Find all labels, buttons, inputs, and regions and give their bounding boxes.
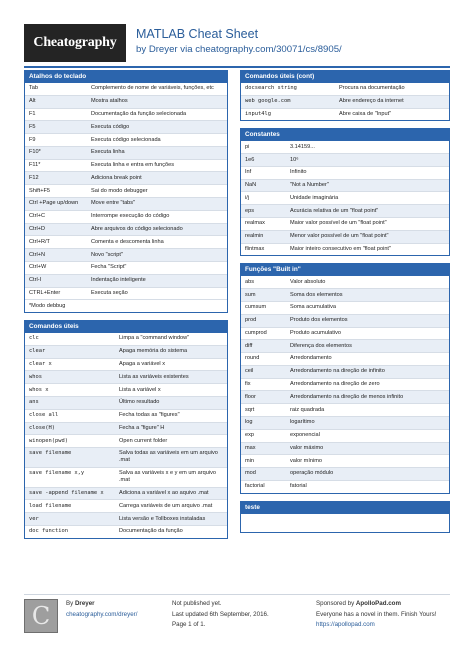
table-row [25, 512, 227, 525]
sheet-url-link[interactable]: cheatography.com/30071/cs/8905/ [195, 44, 342, 55]
section-title: Funções "Built in" [241, 264, 449, 276]
row-description: valor mínimo [290, 457, 323, 464]
table-row [241, 108, 449, 121]
table-row [241, 365, 449, 378]
section-body [241, 83, 449, 120]
table-row [25, 434, 227, 447]
row-description: Acurácia relativa de um "float point" [290, 207, 379, 214]
page-header [24, 24, 450, 64]
row-description: Apaga memória do sistema [119, 348, 188, 355]
table-row [25, 261, 227, 274]
row-key: F12 [29, 174, 39, 181]
cheatography-logo[interactable]: Cheatography [24, 24, 126, 62]
row-description: Procura na documentação [339, 85, 405, 92]
table-row [25, 83, 227, 95]
row-key: Ctrl+W [29, 264, 47, 271]
table-row [241, 378, 449, 391]
table-row [241, 480, 449, 493]
table-row [25, 223, 227, 236]
table-row [241, 327, 449, 340]
table-row [25, 108, 227, 121]
row-description: raiz quadrada [290, 406, 325, 413]
table-row [25, 171, 227, 184]
row-key: Inf [245, 169, 252, 176]
row-key: diff [245, 342, 253, 349]
section-body [241, 141, 449, 255]
footer-tagline: Everyone has a novel in them. Finish Yours! [316, 610, 437, 618]
row-description: Menor valor possível de um "float point" [290, 233, 389, 240]
row-key: cumsum [245, 304, 267, 311]
table-row [25, 197, 227, 210]
row-description: Diferença dos elementos [290, 342, 352, 349]
row-key: Ctrl +Page up/down [29, 200, 79, 207]
row-key: 1e6 [245, 156, 255, 163]
row-description: Abre arquivos do código selecionado [91, 225, 183, 232]
row-key: save filename x,y [29, 470, 85, 477]
table-row [241, 454, 449, 467]
section-teste [240, 501, 450, 533]
row-key: whos x [29, 386, 49, 393]
row-description: Executa linha e entra em funções [91, 162, 175, 169]
row-description: exponencial [290, 432, 320, 439]
row-description: Comenta e descomenta linha [91, 238, 164, 245]
section-funcoes [240, 263, 450, 493]
footer-page: Page 1 of 1. [172, 621, 206, 628]
row-key: Alt [29, 98, 36, 105]
page-footer [24, 594, 450, 654]
right-column [240, 70, 450, 540]
table-row [25, 487, 227, 500]
row-key: realmin [245, 233, 264, 240]
table-row [241, 191, 449, 204]
row-key: F5 [29, 123, 36, 130]
row-key: clear [29, 348, 46, 355]
row-description: Valor absoluto [290, 278, 326, 285]
footer-author-name[interactable]: Dreyer [74, 600, 95, 607]
avatar[interactable] [24, 599, 58, 633]
table-row [241, 467, 449, 480]
row-key: floor [245, 393, 256, 400]
table-row [241, 352, 449, 365]
table-row [25, 370, 227, 383]
row-description: operação módulo [290, 470, 334, 477]
section-title: Comandos úteis [25, 321, 227, 333]
row-description: Fecha "Script" [91, 264, 127, 271]
row-key: flintmax [245, 245, 265, 252]
table-row [25, 274, 227, 287]
footer-status [172, 599, 269, 631]
table-row [241, 339, 449, 352]
row-key: prod [245, 317, 257, 324]
footer-sponsor-url[interactable]: https://apollopad.com [316, 621, 375, 628]
row-key: log [245, 419, 253, 426]
table-row [241, 83, 449, 95]
row-description: Lista versão e Tollboxes instaladas [119, 515, 206, 522]
row-description: Adiciona break point [91, 174, 142, 181]
row-description: Executa seção [91, 289, 128, 296]
row-description: Maior valor possível de um "float point" [290, 220, 387, 227]
row-description: Fecha todas as "figures" [119, 412, 180, 419]
row-key: load filename [29, 502, 72, 509]
row-key: winopen(pwd) [29, 437, 68, 444]
header-divider [24, 66, 450, 68]
section-comandos-cont [240, 70, 450, 121]
section-atalhos [24, 70, 228, 313]
row-description: Open current folder [119, 437, 168, 444]
section-title: teste [241, 502, 449, 514]
author-link[interactable]: Dreyer [148, 44, 178, 55]
row-key: close all [29, 412, 59, 419]
table-row [25, 422, 227, 435]
avatar-letter: C [31, 602, 51, 630]
table-row [241, 442, 449, 455]
row-key: docsearch string [245, 85, 297, 92]
row-key: Ctrl+C [29, 213, 46, 220]
row-description: Produto dos elementos [290, 317, 348, 324]
row-description: Indentação inteligente [91, 277, 146, 284]
footer-sponsored: Sponsored by [316, 600, 356, 607]
row-key: clc [29, 335, 39, 342]
table-row [25, 95, 227, 108]
table-row [25, 159, 227, 172]
row-description: 10⁶ [290, 156, 299, 163]
table-row [25, 383, 227, 396]
row-description: Arredondamento na direção de infinito [290, 368, 385, 375]
row-key: abs [245, 278, 255, 285]
row-description: Unidade imaginária [290, 194, 339, 201]
row-key: pi [245, 143, 250, 150]
footer-by: By [66, 600, 75, 607]
row-key: save filename [29, 450, 72, 457]
table-row [241, 403, 449, 416]
row-description: Produto acumulativo [290, 329, 341, 336]
table-row [25, 447, 227, 467]
row-description: Documentação da função [119, 528, 183, 535]
row-key: CTRL+Enter [29, 289, 61, 296]
row-description: Soma dos elementos [290, 291, 343, 298]
row-description: Arredondamento [290, 355, 332, 362]
row-description: valor máximo [290, 444, 324, 451]
row-description: Salva as variáveis x e y em um arquivo .mat [119, 470, 216, 484]
row-key: min [245, 457, 255, 464]
row-description: Arredondamento na direção de menos infinito [290, 393, 404, 400]
section-note: *Modo debbug [25, 299, 227, 312]
row-description: Mostra atalhos [91, 98, 128, 105]
row-key: Ctrl+N [29, 251, 46, 258]
row-description: Executa linha [91, 149, 125, 156]
row-description: Apaga a variável x [119, 361, 166, 368]
table-row [25, 345, 227, 358]
row-key: Tab [29, 85, 39, 92]
section-body [241, 276, 449, 492]
footer-not-published: Not published yet. [172, 600, 222, 607]
table-row [241, 217, 449, 230]
row-key: round [245, 355, 260, 362]
table-row [25, 120, 227, 133]
byline-via: via [177, 44, 196, 55]
footer-last-updated: Last updated 6th September, 2016. [172, 610, 269, 618]
section-title: Comandos úteis (cont) [241, 71, 449, 83]
table-row [25, 235, 227, 248]
footer-sponsor-name[interactable]: ApolloPad.com [355, 600, 401, 607]
row-key: web google.com [245, 98, 291, 105]
table-row [241, 141, 449, 153]
table-row [241, 288, 449, 301]
table-row [241, 179, 449, 192]
row-description: Maior inteiro consecutivo em "float point" [290, 245, 391, 252]
row-key: ver [29, 515, 39, 522]
table-row [25, 146, 227, 159]
row-description: Adiciona a variável x ao aquivo .mat [119, 490, 209, 497]
row-key: F9 [29, 136, 36, 143]
table-row [25, 184, 227, 197]
byline [136, 44, 342, 55]
row-description: fatorial [290, 483, 307, 490]
table-row [25, 210, 227, 223]
row-description: Carrega variáveis de um arquivo .mat [119, 502, 213, 509]
table-row [241, 301, 449, 314]
section-body [25, 83, 227, 299]
left-column [24, 70, 228, 546]
footer-sponsor [316, 599, 436, 631]
table-row [241, 429, 449, 442]
section-body-empty [241, 514, 449, 532]
row-description: Infinito [290, 169, 307, 176]
row-key: F11* [29, 162, 41, 169]
row-key: cumprod [245, 329, 267, 336]
row-key: ceil [245, 368, 254, 375]
row-description: Executa código [91, 123, 130, 130]
row-key: save -append filename x [29, 490, 104, 497]
row-key: whos [29, 373, 42, 380]
table-row [25, 248, 227, 261]
table-row [25, 287, 227, 300]
row-description: Move entre "tabs" [91, 200, 136, 207]
table-row [25, 467, 227, 487]
row-key: F1 [29, 110, 36, 117]
row-key: sum [245, 291, 256, 298]
row-key: max [245, 444, 256, 451]
section-title: Constantes [241, 129, 449, 141]
byline-by: by [136, 44, 149, 55]
row-description: 3.14159... [290, 143, 315, 150]
row-description: Lista a variável x [119, 386, 161, 393]
section-title: Atalhos do teclado [25, 71, 227, 83]
footer-author [66, 599, 137, 620]
row-key: NaN [245, 182, 257, 189]
table-row [241, 390, 449, 403]
row-description: Abre caixa de "Input" [339, 110, 392, 117]
table-row [241, 314, 449, 327]
row-key: realmax [245, 220, 265, 227]
row-key: doc function [29, 528, 68, 535]
table-row [241, 204, 449, 217]
row-description: Interrompe execução do código [91, 213, 170, 220]
row-description: Fecha a "figure" H [119, 424, 165, 431]
row-description: Salva todas as variáveis em um arquivo .mat [119, 450, 218, 464]
table-row [25, 525, 227, 538]
footer-author-url[interactable]: cheatography.com/dreyer/ [66, 610, 138, 618]
row-key: clear x [29, 361, 52, 368]
table-row [241, 416, 449, 429]
row-key: Ctrl-I [29, 277, 42, 284]
row-key: sqrt [245, 406, 255, 413]
row-description: "Not a Number" [290, 182, 329, 189]
section-comandos [24, 320, 228, 539]
row-key: eps [245, 207, 255, 214]
row-description: Lista as variáveis existentes [119, 373, 189, 380]
row-description: Último resultado [119, 399, 160, 406]
table-row [25, 133, 227, 146]
section-body [25, 333, 227, 538]
row-description: Soma acumulativa [290, 304, 337, 311]
table-row [241, 243, 449, 256]
row-key: factorial [245, 483, 265, 490]
table-row [25, 409, 227, 422]
section-constantes [240, 128, 450, 256]
row-key: i/j [245, 194, 250, 201]
table-row [241, 230, 449, 243]
page-title: MATLAB Cheat Sheet [136, 27, 259, 41]
row-description: Abre endereço da internet [339, 98, 404, 105]
row-description: Executa código selecionada [91, 136, 161, 143]
row-description: Limpa a "command window" [119, 335, 190, 342]
row-key: F10* [29, 149, 41, 156]
table-row [25, 499, 227, 512]
row-key: Ctrl+D [29, 225, 46, 232]
row-description: Arredondamento na direção de zero [290, 381, 380, 388]
table-row [241, 95, 449, 108]
row-key: close(H) [29, 424, 55, 431]
row-description: Complemento de nome de variáveis, funções, etc [91, 85, 214, 92]
row-key: input4lg [245, 110, 271, 117]
table-row [241, 276, 449, 288]
row-key: exp [245, 432, 255, 439]
row-key: ans [29, 399, 39, 406]
row-description: Novo "script" [91, 251, 123, 258]
row-description: Sai do modo debugger [91, 187, 148, 194]
row-description: logarítimo [290, 419, 315, 426]
table-row [241, 153, 449, 166]
table-row [25, 333, 227, 345]
table-row [25, 358, 227, 371]
row-key: Shift+F5 [29, 187, 50, 194]
row-key: mod [245, 470, 256, 477]
table-row [25, 396, 227, 409]
row-description: Documentação da função selecionada [91, 110, 187, 117]
row-key: Ctrl+R/T [29, 238, 50, 245]
row-key: fix [245, 381, 251, 388]
table-row [241, 166, 449, 179]
